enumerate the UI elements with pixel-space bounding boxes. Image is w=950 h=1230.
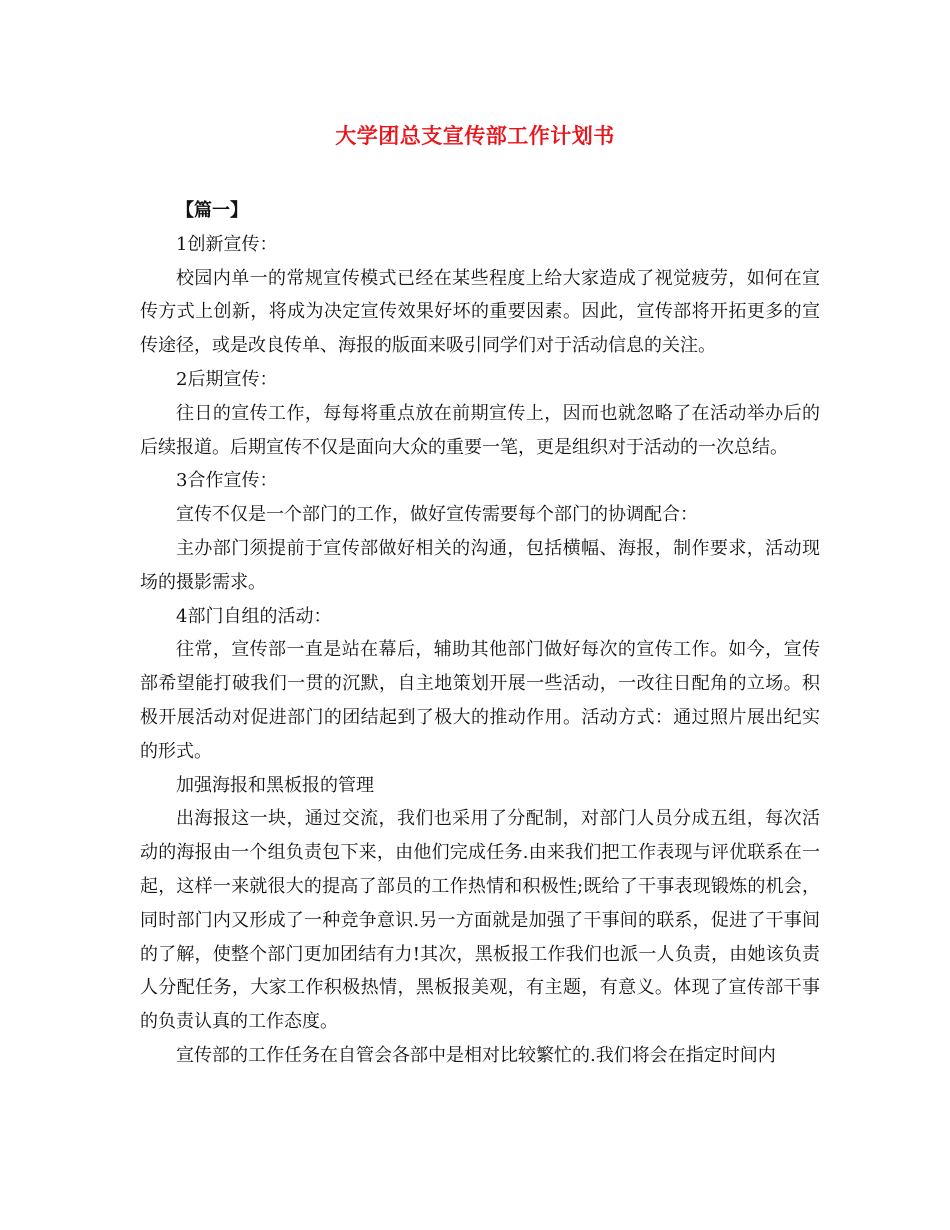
section-label: 【篇一】: [176, 200, 248, 221]
paragraph-self-organized: 往常，宣传部一直是站在幕后，辅助其他部门做好每次的宣传工作。如今，宣传部希望能打破我们一贯的沉默，自主地策划开展一些活动，一改往日配角的立场。积极开展活动对促进部门的团结起到了极大的推动作用。活动方式：通过照片展出纪实的形式。: [140, 639, 820, 762]
paragraph-poster-management: 出海报这一块，通过交流，我们也采用了分配制，对部门人员分成五组，每次活动的海报由一个组负责包下来，由他们完成任务.由来我们把工作表现与评优联系在一起，这样一来就很大的提高了部员的工作热情和积极性;既给了干事表现锻炼的机会，同时部门内又形成了一种竞争意识.另一方面就是加强了干事间的联系，促进了干事间的了解，使整个部门更加团结有力!其次，黑板报工作我们也派一人负责，由她该负责人分配任务，大家工作积极热情，黑板报美观，有主题，有意义。体现了宣传部干事的负责认真的工作态度。: [140, 808, 820, 1033]
heading-post-publicity: 2后期宣传：: [176, 368, 278, 390]
heading-cooperation: 3合作宣传：: [176, 470, 278, 492]
document-title: 大学团总支宣传部工作计划书: [335, 123, 615, 148]
heading-poster-management: 加强海报和黑板报的管理: [176, 774, 374, 796]
paragraph-workload: 宣传部的工作任务在自管会各部中是相对比较繁忙的.我们将会在指定时间内: [176, 1044, 776, 1066]
document-body: [140, 194, 820, 1073]
paragraph-innovation: 校园内单一的常规宣传模式已经在某些程度上给大家造成了视觉疲劳，如何在宣传方式上创新，将成为决定宣传效果好坏的重要因素。因此，宣传部将开拓更多的宣传途径，或是改良传单、海报的版面来吸引同学们对于活动信息的关注。: [140, 267, 820, 357]
paragraph-post-publicity: 往日的宣传工作，每每将重点放在前期宣传上，因而也就忽略了在活动举办后的后续报道。后期宣传不仅是面向大众的重要一笔，更是组织对于活动的一次总结。: [140, 402, 820, 458]
paragraph-cooperation-2: 主办部门须提前于宣传部做好相关的沟通，包括横幅、海报，制作要求，活动现场的摄影需求。: [140, 537, 820, 593]
heading-self-organized: 4部门自组的活动：: [176, 605, 332, 627]
paragraph-cooperation-1: 宣传不仅是一个部门的工作，做好宣传需要每个部门的协调配合：: [176, 504, 698, 526]
heading-innovation: 1创新宣传：: [176, 233, 278, 255]
